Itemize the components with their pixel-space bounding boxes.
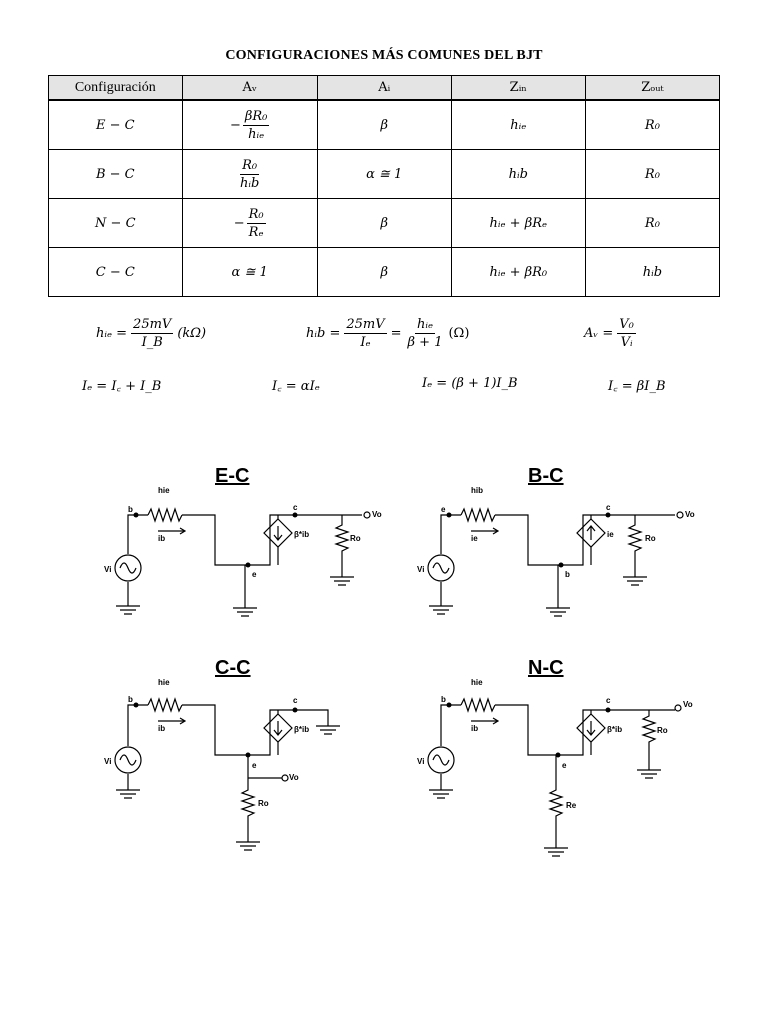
cell-zout: R₀ bbox=[585, 150, 719, 199]
input-label: Vi bbox=[417, 565, 425, 574]
node-label: e bbox=[252, 761, 257, 770]
cell-zout: hᵢb bbox=[585, 248, 719, 297]
cell-ai: β bbox=[317, 100, 451, 150]
table-header-row bbox=[49, 76, 720, 101]
cell-ai: β bbox=[317, 248, 451, 297]
hib-formula: hᵢb = $\frac{25mV}{\text{Iₑ}}$ = $\frac{\text{hᵢₑ}}{\beta + 1}$ (Ω) bbox=[306, 317, 470, 350]
cell-config: N − C bbox=[49, 199, 183, 248]
series-resistor-label: hib bbox=[471, 486, 483, 495]
cell-zin: hᵢₑ + βR₀ bbox=[451, 248, 585, 297]
node-label: c bbox=[606, 696, 611, 705]
load-label: Ro bbox=[350, 534, 361, 543]
header-configuracion: Configuración bbox=[49, 76, 183, 101]
table-row bbox=[49, 100, 720, 150]
cell-ai: α ≅ 1 bbox=[317, 150, 451, 199]
input-label: Vi bbox=[417, 757, 425, 766]
node-label: e bbox=[252, 570, 257, 579]
cell-av: $\frac{\text{R₀}}{\text{hᵢb}}$ bbox=[182, 150, 317, 199]
node-label: e bbox=[562, 761, 567, 770]
node-label: b bbox=[441, 695, 446, 704]
cell-av: − $\frac{\text{R₀}}{\text{Rₑ}}$ bbox=[182, 199, 317, 248]
re-resistor bbox=[544, 755, 568, 856]
table-row bbox=[49, 150, 720, 199]
cell-zin: hᵢₑ bbox=[451, 100, 585, 150]
series-resistor-label: hie bbox=[471, 678, 483, 687]
circuit-title: B-C bbox=[528, 465, 564, 487]
hie-formula: hᵢₑ = $\frac{25mV}{I\_B}$ (kΩ) bbox=[96, 317, 207, 350]
series-resistor-label: hie bbox=[158, 486, 170, 495]
cell-zin: hᵢₑ + βRₑ bbox=[451, 199, 585, 248]
ro-resistor bbox=[330, 515, 354, 585]
circuit-title: E-C bbox=[215, 465, 250, 487]
current-label: ib bbox=[158, 534, 166, 543]
node-label: b bbox=[128, 695, 133, 704]
current-label: ie bbox=[471, 534, 478, 543]
output-label: Vo bbox=[683, 700, 693, 709]
cc-circuit-diagram bbox=[100, 652, 400, 862]
series-resistor-label: hie bbox=[158, 678, 170, 687]
ec-circuit-diagram bbox=[100, 462, 400, 622]
nc-circuit-diagram bbox=[413, 652, 713, 862]
source-label: β*ib bbox=[607, 725, 623, 734]
cell-ai: β bbox=[317, 199, 451, 248]
node-label: b bbox=[128, 505, 133, 514]
load-label: Ro bbox=[645, 534, 656, 543]
av-formula: Aᵥ = $\frac{\text{V₀}}{\text{Vᵢ}}$ bbox=[584, 317, 634, 350]
ic-alpha-formula: I꜀ = αIₑ bbox=[272, 379, 320, 394]
output-label: Vo bbox=[685, 510, 695, 519]
source-label: β*ib bbox=[294, 530, 310, 539]
hib-resistor bbox=[461, 509, 495, 521]
cell-zout: R₀ bbox=[585, 100, 719, 150]
cell-config: B − C bbox=[49, 150, 183, 199]
header-av: Aᵥ bbox=[182, 76, 317, 101]
formula-section bbox=[0, 310, 768, 410]
configuration-table bbox=[48, 75, 720, 297]
hie-resistor bbox=[461, 699, 495, 711]
hie-resistor bbox=[148, 699, 182, 711]
circuit-title: N-C bbox=[528, 657, 564, 679]
header-ai: Aᵢ bbox=[317, 76, 451, 101]
node-label: c bbox=[293, 503, 298, 512]
output-label: Vo bbox=[289, 773, 299, 782]
current-label: ib bbox=[471, 724, 479, 733]
ie-sum-formula: Iₑ = I꜀ + I_B bbox=[82, 379, 162, 394]
hie-resistor bbox=[148, 509, 182, 521]
input-label: Vi bbox=[104, 565, 112, 574]
ro-resistor bbox=[637, 710, 661, 778]
cell-config: E − C bbox=[49, 100, 183, 150]
cell-config: C − C bbox=[49, 248, 183, 297]
table-row bbox=[49, 199, 720, 248]
output-label: Vo bbox=[372, 510, 382, 519]
ie-beta-formula: Iₑ = (β + 1)I_B bbox=[422, 376, 518, 391]
page-title: CONFIGURACIONES MÁS COMUNES DEL BJT bbox=[225, 48, 543, 63]
cell-zout: R₀ bbox=[585, 199, 719, 248]
header-zout: Zₒᵤₜ bbox=[585, 76, 719, 101]
circuit-title: C-C bbox=[215, 657, 251, 679]
load-label: Ro bbox=[657, 726, 668, 735]
node-label: e bbox=[441, 505, 446, 514]
cell-zin: hᵢb bbox=[451, 150, 585, 199]
input-label: Vi bbox=[104, 757, 112, 766]
node-label: c bbox=[293, 696, 298, 705]
node-label: b bbox=[565, 570, 570, 579]
ic-beta-formula: I꜀ = βI_B bbox=[608, 379, 666, 394]
cell-av: α ≅ 1 bbox=[182, 248, 317, 297]
current-label: ib bbox=[158, 724, 166, 733]
source-label: ie bbox=[607, 530, 614, 539]
load-label: Ro bbox=[258, 799, 269, 808]
header-zin: Zᵢₙ bbox=[451, 76, 585, 101]
ro-resistor bbox=[623, 515, 647, 585]
emitter-resistor-label: Re bbox=[566, 801, 577, 810]
node-label: c bbox=[606, 503, 611, 512]
bc-circuit-diagram bbox=[413, 462, 713, 622]
cell-av: − $\frac{\text{βR₀}}{\text{hᵢₑ}}$ bbox=[182, 100, 317, 150]
source-label: β*ib bbox=[294, 725, 310, 734]
table-row bbox=[49, 248, 720, 297]
